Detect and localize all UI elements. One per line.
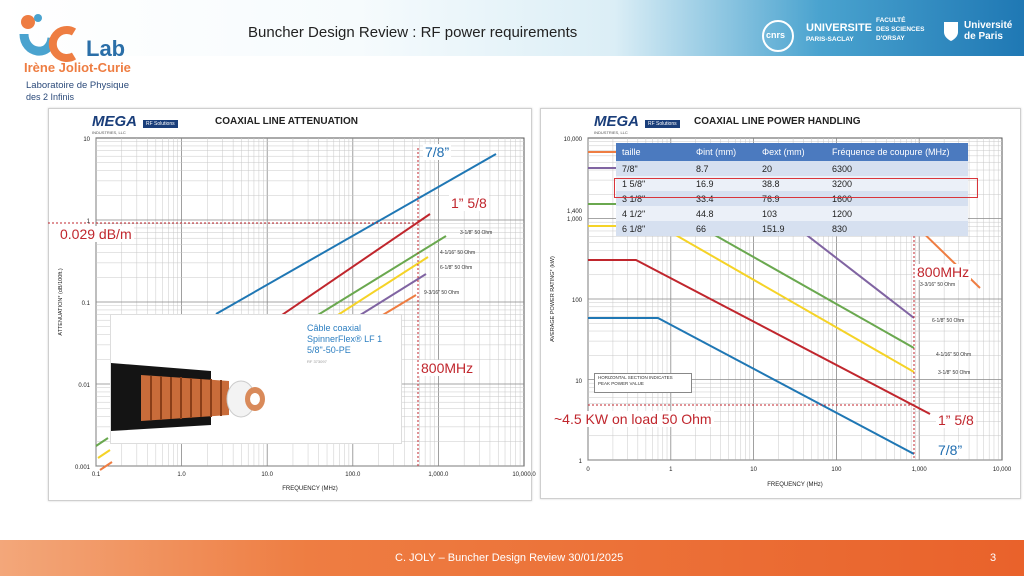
left-series-label-1: 3-1/8" 50 Ohm <box>460 230 493 236</box>
left-series-label-4: 9-3/16" 50 Ohm <box>424 290 460 296</box>
left-label-7-8: 7/8” <box>425 144 450 160</box>
logo-lab-text: Lab <box>86 36 126 61</box>
x-tick-label: 0.1 <box>91 472 101 478</box>
x-tick-label: 1,000 <box>911 467 927 473</box>
table-cell: 103 <box>756 206 826 221</box>
footer-text: C. JOLY – Buncher Design Review 30/01/2025 <box>395 552 624 564</box>
x-tick-label: 1.0 <box>177 472 186 478</box>
table-header-cutoff: Fréquence de coupure (MHz) <box>826 143 968 161</box>
table-cell: 1600 <box>826 191 968 206</box>
right-power-label: ~4.5 KW on load 50 Ohm <box>554 411 712 427</box>
table-cell: 3200 <box>826 176 968 191</box>
x-tick-label: 10 <box>750 467 757 473</box>
left-atten-label: 0.029 dB/m <box>60 226 132 242</box>
left-label-1-5-8: 1” 5/8 <box>451 195 487 211</box>
peak-power-legend <box>594 373 692 393</box>
fac-line1: FACULTÉ <box>876 17 906 24</box>
ups-sub-text: PARIS-SACLAY <box>806 36 854 43</box>
table-cell: 33.4 <box>690 191 756 206</box>
inset-line3: 5/8"-50-PE <box>307 345 351 355</box>
left-chart-title: COAXIAL LINE ATTENUATION <box>215 116 358 127</box>
y-tick-label: 1,000 <box>566 217 582 223</box>
left-series-label-2: 4-1/16" 50 Ohm <box>440 250 476 256</box>
left-mega-logo: MEGA <box>92 113 137 130</box>
y-tick-label: 10,000 <box>563 137 582 143</box>
fac-line2: DES SCIENCES <box>876 26 925 33</box>
table-cell: 76.9 <box>756 191 826 206</box>
table-cell: 6300 <box>826 161 968 176</box>
left-series-tail-2 <box>98 450 110 458</box>
upc-emblem-icon <box>942 20 960 42</box>
left-series-label-3: 6-1/8" 50 Ohm <box>440 265 473 271</box>
table-cell: 3 1/8" <box>616 191 690 206</box>
x-tick-label: 10,000 <box>992 467 1012 473</box>
peak-power-legend-line2: PEAK POWER VALUE <box>598 381 644 386</box>
left-800mhz-label: 800MHz <box>421 360 474 376</box>
right-series-label-2: 6-1/8" 50 Ohm <box>932 318 965 324</box>
table-cell: 8.7 <box>690 161 756 176</box>
y-tick-label: 0.001 <box>74 465 90 471</box>
inset-ref: RF 373097 <box>307 359 327 364</box>
table-header-phi-ext: Φext (mm) <box>756 143 826 161</box>
logo-line2-text: des 2 Infinis <box>26 92 75 102</box>
x-tick-label: 100.0 <box>345 472 361 478</box>
table-cell: 6 1/8" <box>616 221 690 236</box>
right-chart-title: COAXIAL LINE POWER HANDLING <box>694 116 861 127</box>
right-mega-sub: RF Solutions <box>645 120 680 128</box>
x-tick-label: 10,000.0 <box>512 472 536 478</box>
page-number: 3 <box>990 552 997 564</box>
upc-line2: de Paris <box>964 31 1003 42</box>
right-series-label-4: 3-1/8" 50 Ohm <box>938 370 971 376</box>
logo-line1-text: Laboratoire de Physique <box>26 80 129 91</box>
cable-inset <box>110 314 402 444</box>
peak-power-legend-line1: HORIZONTAL SECTION INDICATES <box>598 375 673 380</box>
right-label-1-5-8: 1” 5/8 <box>938 412 974 428</box>
cnrs-logo <box>762 20 794 52</box>
table-row <box>616 221 968 236</box>
y-tick-label: 100 <box>571 298 582 304</box>
upc-logo <box>964 20 1012 42</box>
table-row <box>616 206 968 221</box>
left-mega-small: INDUSTRIES, LLC <box>92 130 126 135</box>
right-mega-small: INDUSTRIES, LLC <box>594 130 628 135</box>
table-cell: 38.8 <box>756 176 826 191</box>
x-axis-label: FREQUENCY (MHz) <box>767 482 823 488</box>
fac-logo <box>876 16 924 43</box>
table-header-size: taille <box>616 143 690 161</box>
right-800mhz-label: 800MHz <box>917 264 970 280</box>
right-mega-logo: MEGA <box>594 113 639 130</box>
y-tick-label: 0.1 <box>81 301 90 307</box>
left-series-tail-1 <box>96 438 108 446</box>
y-axis-label: AVERAGE POWER RATING* (kW) <box>550 256 556 342</box>
inset-line1: Câble coaxial <box>307 323 362 333</box>
fac-line3: D'ORSAY <box>876 35 905 42</box>
table-cell: 1 5/8" <box>616 176 690 191</box>
table-cell: 151.9 <box>756 221 826 236</box>
upc-line1: Université <box>964 20 1013 31</box>
table-cell: 7/8" <box>616 161 690 176</box>
table-cell: 4 1/2" <box>616 206 690 221</box>
cnrs-text: cnrs <box>766 30 786 40</box>
x-tick-label: 10.0 <box>261 472 274 478</box>
page-title: Buncher Design Review : RF power requirements <box>248 24 578 41</box>
coax-cable-image <box>111 315 281 443</box>
y-tick-label: 1 <box>578 459 582 465</box>
y-axis-label: ATTENUATION* (dB/100ft.) <box>58 268 64 336</box>
left-mega-sub: RF Solutions <box>143 120 178 128</box>
inset-line2: SpinnerFlex® LF 1 <box>307 334 383 344</box>
x-tick-label: 0 <box>586 467 590 473</box>
ijclab-logo <box>14 10 154 104</box>
ups-main-text: UNIVERSITE <box>806 22 873 34</box>
y-tick-label: 1 <box>86 219 90 225</box>
y-tick-label: 1,400 <box>566 209 582 215</box>
y-tick-label: 10 <box>83 137 90 143</box>
table-cell: 16.9 <box>690 176 756 191</box>
x-tick-label: 100 <box>831 467 842 473</box>
x-axis-label: FREQUENCY (MHz) <box>282 486 338 492</box>
table-highlight-box <box>614 178 978 198</box>
table-row <box>616 161 968 176</box>
table-cell: 20 <box>756 161 826 176</box>
x-tick-label: 1,000.0 <box>428 472 449 478</box>
table-cell: 830 <box>826 221 968 236</box>
right-series-label-1: 3-3/16" 50 Ohm <box>920 282 956 288</box>
right-label-7-8: 7/8” <box>938 442 963 458</box>
x-tick-label: 1 <box>669 467 673 473</box>
table-cell: 1200 <box>826 206 968 221</box>
table-header-phi-int: Φint (mm) <box>690 143 756 161</box>
logo-name-text: Irène Joliot-Curie <box>24 60 131 75</box>
y-tick-label: 0.01 <box>78 383 90 389</box>
y-tick-label: 10 <box>575 379 582 385</box>
table-cell: 44.8 <box>690 206 756 221</box>
table-cell: 66 <box>690 221 756 236</box>
right-series-label-3: 4-1/16" 50 Ohm <box>936 352 972 358</box>
